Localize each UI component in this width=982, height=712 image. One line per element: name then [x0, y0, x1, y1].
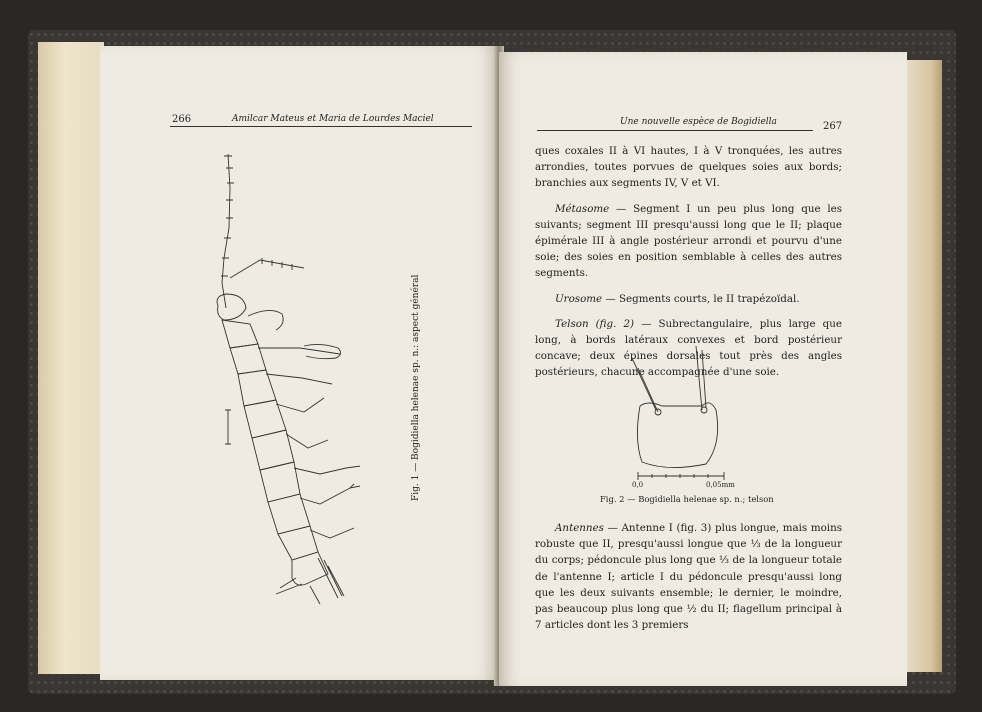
figure-1-caption: Fig. 1 — Bogidiella helenae sp. n.: aspect général — [411, 274, 421, 501]
heading-urosome: Urosome — [555, 292, 603, 305]
paragraph-antennes: Antennes — Antenne I (fig. 3) plus longue, mais moins robuste que II, presqu'aussi longue que ⅓ de la longueur du corps; pédoncule plus long que ⅓ de la longueur totale de l'antenne I; article I du pédoncule presqu'aussi long que les deux suivants ensemble; le dernier, le moindre, pas beaucoup plus long que ½ du II; flagellum principal à 7 articles dont les 3 premiers — [535, 522, 842, 632]
left-page-number: 266 — [172, 114, 192, 125]
telson-text: Subrectangulaire, plus large que long, à bords latéraux convexes et bord postérieur concave; deux épines dorsales tout près des angles postérieurs, chacune accompagnée d'une soie. — [535, 317, 842, 379]
body-text-lower — [535, 520, 842, 642]
left-running-head: Amilcar Mateus et Maria de Lourdes Maciel — [232, 114, 434, 124]
page-edges-right — [906, 60, 942, 672]
right-running-head: Une nouvelle espèce de Bogidiella — [620, 117, 777, 127]
paragraph-urosome: Urosome — Segments courts, le II trapézoïdal. — [555, 292, 800, 305]
paragraph-telson: Telson (fig. 2) — Subrectangulaire, plus large que long, à bords latéraux convexes et bord postérieur concave; deux épines dorsales tout près des angles postérieurs, chacune accompagnée d'une soie. — [535, 317, 842, 379]
heading-antennes: Antennes — [555, 522, 604, 534]
paragraph-metasome: Métasome — Segment I un peu plus long que les suivants; segment III presqu'aussi long que le II; plaque épimérale III à angle postérieur arrondi et pourvu d'une soie; des soies en position semblable à celles des autres segments. — [535, 202, 843, 280]
metasome-text: Segment I un peu plus long que les suivants; segment III presqu'aussi long que le II; plaque épimérale III à angle postérieur arrondi et pourvu d'une soie; des soies en position semblable à celles des autres segments. — [535, 202, 843, 280]
telson-figure — [618, 340, 738, 488]
telson-figure-ref: (fig. 2) — [595, 317, 635, 330]
urosome-text: Segments courts, le II trapézoïdal. — [618, 292, 800, 305]
scale-start-label: 0,0 — [632, 481, 644, 489]
antennes-text: Antenne I (fig. 3) plus longue, mais moins robuste que II, presqu'aussi longue que ⅓ de la longueur du corps; pédoncule plus long que ⅓ de la longueur totale de l'antenne I; article I du pédoncule presqu'aussi long que les deux suivants ensemble; le dernier, le moindre, pas beaucoup plus long que ½ du II; flagellum principal à 7 articles dont les 3 premiers — [535, 522, 842, 632]
right-page-number: 267 — [823, 121, 843, 132]
scale-end-label: 0,05mm — [706, 481, 735, 489]
amphipod-figure — [200, 148, 360, 608]
heading-metasome: Métasome — [555, 202, 610, 215]
left-header-rule — [170, 126, 472, 127]
page-edges-left — [38, 42, 104, 674]
paragraph-coxae: ques coxales II à VI hautes, I à V tronquées, les autres arrondies, toutes porvues de quelques soies aux bords; branchies aux segments IV, V et VI. — [535, 145, 842, 190]
heading-telson: Telson — [555, 317, 589, 330]
figure-2-caption: Fig. 2 — Bogidiella helenae sp. n.; telson — [600, 494, 774, 504]
right-header-rule — [537, 130, 813, 131]
